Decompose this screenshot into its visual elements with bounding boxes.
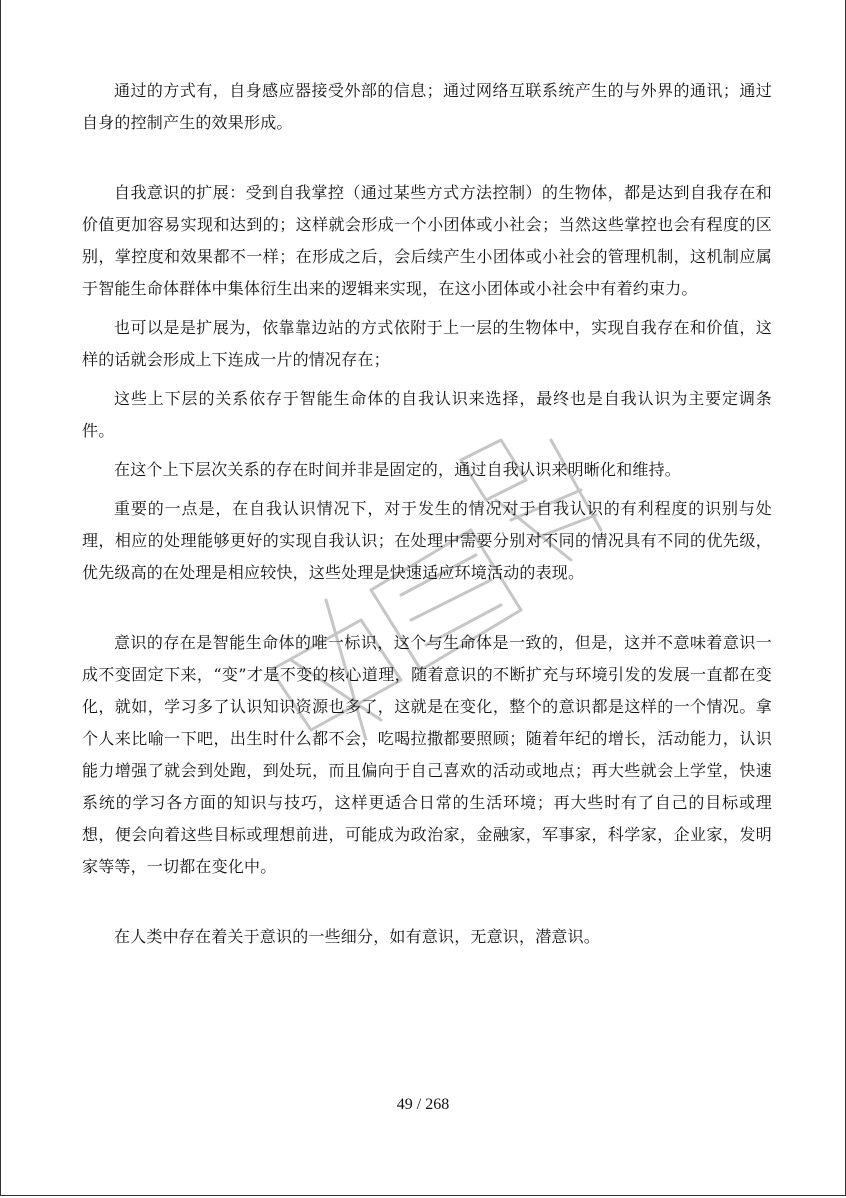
paragraph: 也可以是是扩展为，依靠靠边站的方式依附于上一层的生物体中，实现自我存在和价值，这样的话就会形成上下连成一片的情况存在； (82, 318, 772, 369)
document-body (82, 75, 772, 960)
paragraph: 在这个上下层次关系的存在时间并非是固定的，通过自我认识来明晰化和维持。 (114, 460, 682, 479)
paragraph: 意识的存在是智能生命体的唯一标识，这个与生命体是一致的，但是，这并不意味着意识一成不变固定下来，“变”才是不变的核心道理，随着意识的不断扩充与环境引发的发展一直都在变化，就如，学习多了认识知识资源也多了，这就是在变化，整个的意识都是这样的一个情况。拿个人来比喻一下吧，出生时什么都不会，吃喝拉撒都要照顾；随着年纪的增长，活动能力，认识能力增强了就会到处跑，到处玩，而且偏向于自己喜欢的活动或地点；再大些就会上学堂，快速系统的学习各方面的知识与技巧，这样更适合日常的生活环境；再大些时有了自己的目标或理想，便会向着这些目标或理想前进，可能成为政治家，金融家，军事家，科学家，企业家，发明家等等，一切都在变化中。 (82, 633, 772, 876)
paragraph: 自我意识的扩展：受到自我掌控（通过某些方式方法控制）的生物体，都是达到自我存在和价值更加容易实现和达到的；这样就会形成一个小团体或小社会；当然这些掌控也会有程度的区别，掌控度和效果都不一样；在形成之后，会后续产生小团体或小社会的管理机制，这机制应属于智能生命体群体中集体衍生出来的逻辑来实现，在这小团体或小社会中有着约束力。 (82, 183, 772, 298)
paragraph: 通过的方式有，自身感应器接受外部的信息；通过网络互联系统产生的与外界的通讯；通过自身的控制产生的效果形成。 (82, 81, 772, 132)
paragraph: 在人类中存在着关于意识的一些细分，如有意识，无意识，潜意识。 (114, 927, 601, 946)
paragraph: 重要的一点是，在自我认识情况下，对于发生的情况对于自我认识的有利程度的识别与处理，相应的处理能够更好的实现自我认识；在处理中需要分别对不同的情况具有不同的优先级，优先级高的在处理是相应较快，这些处理是快速适应环境活动的表现。 (82, 499, 772, 582)
paragraph: 这些上下层的关系依存于智能生命体的自我认识来选择，最终也是自我认识为主要定调条件。 (82, 389, 772, 440)
page-number: 49 / 268 (396, 1096, 450, 1113)
